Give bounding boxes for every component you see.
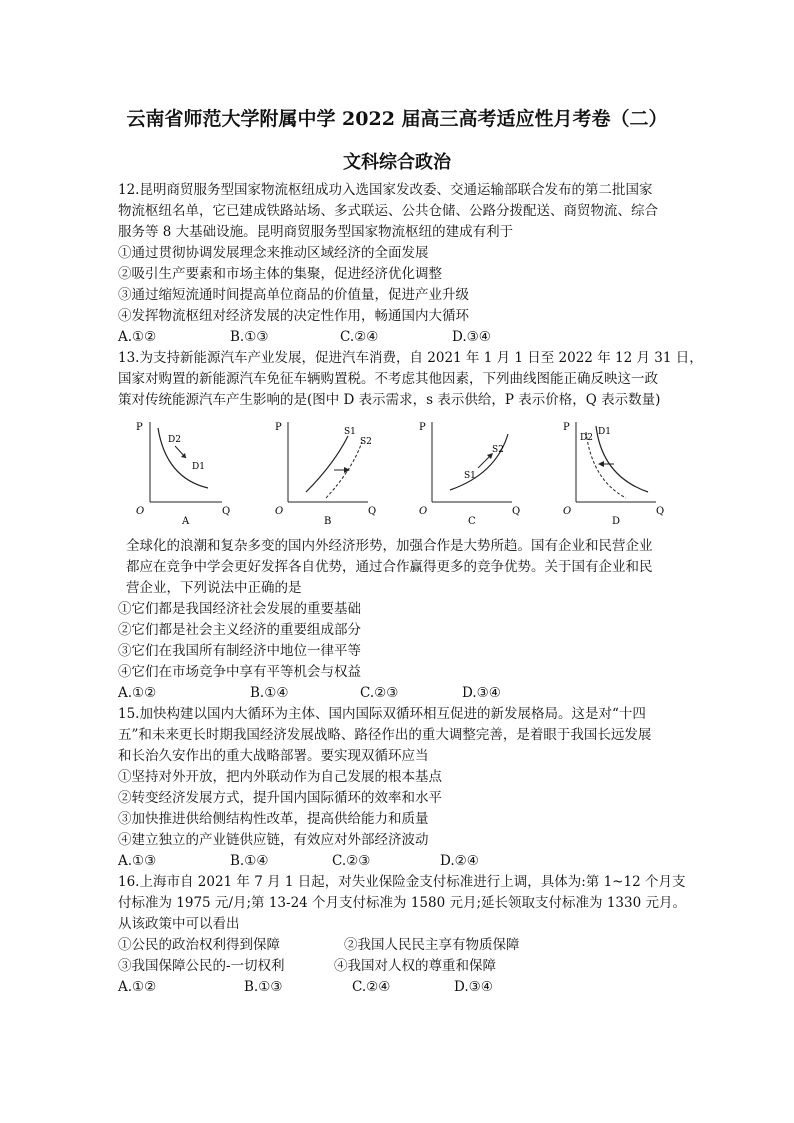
q12-statement: ③通过缩短流通时间提高单位商品的价值量，促进产业升级 (118, 287, 469, 303)
page-title: 云南省师范大学附属中学 2022 届高三高考适应性月考卷（二） (126, 108, 668, 130)
q16-option-c: C.②④ (352, 979, 391, 995)
curve-label: S1 (344, 427, 356, 437)
graph-label: D (612, 516, 621, 526)
q15-statement: ②转变经济发展方式，提升国内国际循环的效率和水平 (118, 790, 442, 806)
q12-stem-line: 12.昆明商贸服务型国家物流枢纽成功入选国家发改委、交通运输部联合发布的第二批国家 (118, 182, 653, 198)
q15-option-b: B.①④ (230, 853, 269, 869)
q14-statement: ②它们都是社会主义经济的重要组成部分 (118, 622, 361, 638)
shift-arrow (478, 456, 490, 468)
q14-option-c: C.②③ (360, 685, 399, 701)
graph-label: A (182, 516, 190, 526)
q15-stem-line: 和长治久安作出的重大战略部署。要实现双循环应当 (118, 748, 429, 764)
arrow-head (598, 461, 604, 467)
q16-statement: ②我国人民民主享有物质保障 (344, 937, 520, 953)
curve-label: S2 (492, 445, 504, 455)
q16-option-b: B.①③ (244, 979, 283, 995)
axis-q-label: Q (368, 506, 377, 517)
q15-statement: ④建立独立的产业链供应链，有效应对外部经济波动 (118, 832, 429, 848)
curve-label: D2 (580, 433, 593, 443)
axis-q-label: Q (656, 506, 665, 517)
curve-label: S2 (360, 437, 372, 447)
graph-c (416, 416, 546, 526)
q16-stem-line: 付标准为 1975 元/月;第 13-24 个月支付标准为 1580 元月;延长领取支付标准为 1330 元月。 (118, 895, 686, 911)
axis-p-label: P (275, 422, 282, 433)
q14-option-a: A.①② (118, 685, 157, 701)
q16-option-d: D.③④ (454, 979, 493, 995)
q14-option-d: D.③④ (462, 685, 501, 701)
curve-label: D1 (192, 462, 205, 472)
demand-curve-d1 (158, 428, 208, 488)
q12-option-d: D.③④ (452, 329, 491, 345)
q15-option-d: D.②④ (440, 853, 479, 869)
axis-p-label: P (563, 422, 570, 433)
q14-stem-line: 全球化的浪潮和复杂多变的国内外经济形势，加强合作是大势所趋。国有企业和民营企业 (126, 538, 653, 554)
q12-stem-line: 服务等 8 大基础设施。昆明商贸服务型国家物流枢纽的建成有利于 (118, 224, 514, 240)
q12-stem-line: 物流枢纽名单，它已建成铁路站场、多式联运、公共仓储、公路分拨配送、商贸物流、综合 (118, 203, 658, 219)
graph-label: C (468, 516, 476, 526)
q12-option-b: B.①③ (230, 329, 269, 345)
q15-option-c: C.②③ (332, 853, 371, 869)
q14-stem-line: 都应在竞争中学会更好发挥各自优势，通过合作赢得更多的竞争优势。关于国有企业和民 (126, 559, 653, 575)
q13-stem-line: 13.为支持新能源汽车产业发展，促进汽车消费，自 2021 年 1 月 1 日至 2022 年 12 月 31 日， (118, 350, 703, 366)
curve-label: D2 (168, 435, 181, 445)
q14-statement: ④它们在市场竞争中享有平等机会与权益 (118, 664, 361, 680)
q12-statement: ④发挥物流枢纽对经济发展的决定性作用，畅通国内大循环 (118, 308, 469, 324)
q12-statement: ②吸引生产要素和市场主体的集聚，促进经济优化调整 (118, 266, 442, 282)
graph-a (130, 416, 260, 526)
q15-statement: ①坚持对外开放，把内外联动作为自己发展的根本基点 (118, 769, 442, 785)
q16-statement: ③我国保障公民的-一切权利 (118, 958, 285, 974)
origin-label: O (136, 506, 145, 517)
q12-statement: ①通过贯彻协调发展理念来推动区域经济的全面发展 (118, 245, 429, 261)
axis-q-label: Q (512, 506, 521, 517)
q15-stem-line: 五”和未来更长时期我国经济发展战略、路径作出的重大调整完善，是着眼于我国长远发展 (118, 727, 652, 743)
q16-stem-line: 从该政策中可以看出 (118, 916, 240, 932)
q13-stem-line: 策对传统能源汽车产生影响的是(图中 D 表示需求，s 表示供给，P 表示价格，Q 表示数量) (118, 392, 661, 408)
q13-stem-line: 国家对购置的新能源汽车免征车辆购置税。不考虑其他因素，下列曲线图能正确反映这一政 (118, 371, 658, 387)
supply-curve (450, 434, 508, 490)
page-subtitle: 文科综合政治 (343, 152, 451, 173)
q15-option-a: A.①③ (118, 853, 157, 869)
axis-p-label: P (419, 422, 426, 433)
curve-label: D1 (598, 427, 611, 437)
q14-stem-line: 营企业，下列说法中正确的是 (126, 580, 302, 596)
q12-option-a: A.①② (118, 329, 157, 345)
q16-stem-line: 16.上海市自 2021 年 7 月 1 日起，对失业保险金支付标准进行上调，具体为:第 1~12 个月支 (118, 874, 686, 890)
q16-statement: ④我国对人权的尊重和保障 (334, 958, 496, 974)
q15-statement: ③加快推进供给侧结构性改革，提高供给能力和质量 (118, 811, 429, 827)
curve-label: S1 (464, 471, 476, 481)
q14-statement: ①它们都是我国经济社会发展的重要基础 (118, 601, 361, 617)
graph-d (560, 416, 690, 526)
axis-p-label: P (136, 422, 143, 433)
origin-label: O (563, 506, 572, 517)
q15-stem-line: 15.加快构建以国内大循环为主体、国内国际双循环相互促进的新发展格局。这是对“十四 (118, 706, 646, 722)
q16-statement: ①公民的政治权利得到保障 (118, 937, 280, 953)
graph-b (272, 416, 402, 526)
origin-label: O (419, 506, 428, 517)
supply-curve-s1 (306, 436, 348, 492)
origin-label: O (275, 506, 284, 517)
q12-option-c: C.②④ (340, 329, 379, 345)
q14-statement: ③它们在我国所有制经济中地位一律平等 (118, 643, 361, 659)
q16-option-a: A.①② (118, 979, 157, 995)
graph-label: B (324, 516, 332, 526)
axis-q-label: Q (222, 506, 231, 517)
q14-option-b: B.①④ (250, 685, 289, 701)
